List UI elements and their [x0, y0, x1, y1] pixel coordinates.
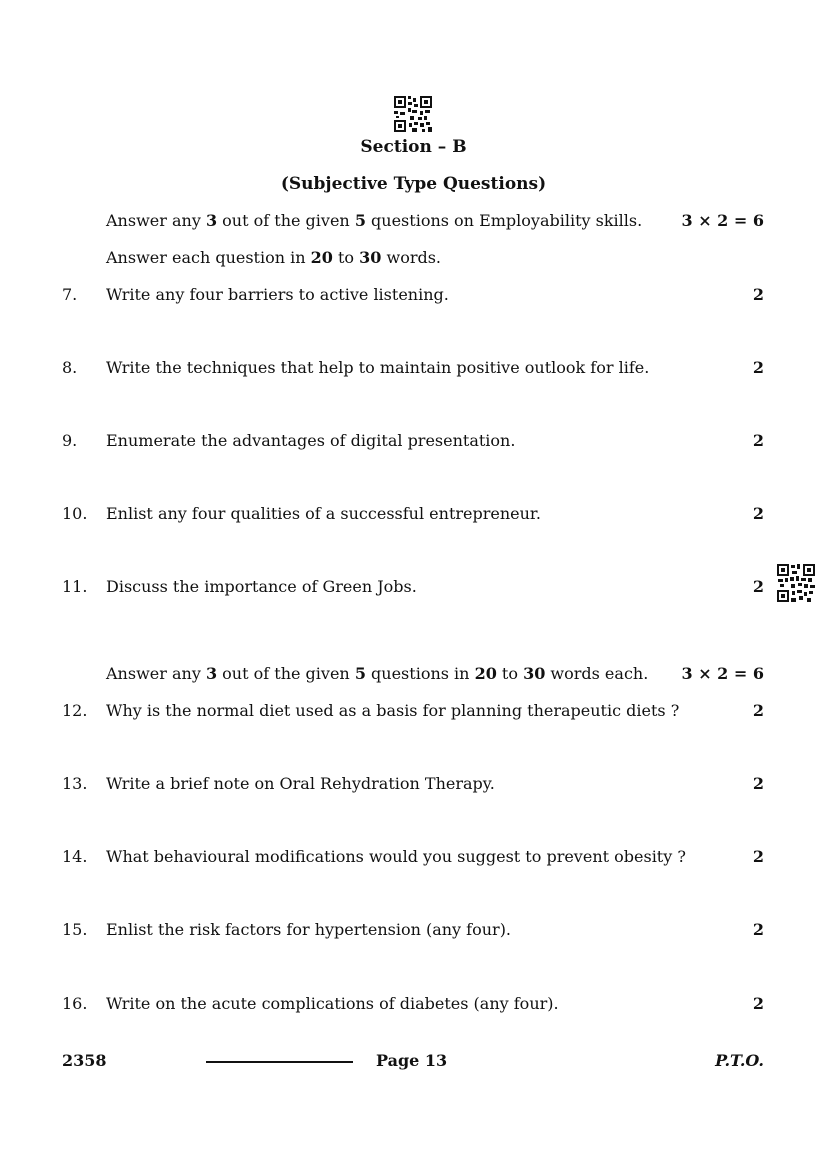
section-subtitle: (Subjective Type Questions)	[280, 174, 547, 194]
question-text: Write on the acute complications of diabetes (any four).	[106, 994, 559, 1013]
question-9	[0, 431, 827, 451]
pto-label: P.T.O.	[715, 1051, 764, 1070]
question-14	[0, 847, 827, 867]
qr-code-top	[394, 96, 432, 132]
question-7	[0, 285, 827, 305]
footer-rule	[206, 1061, 353, 1063]
instruction-marks: 3 × 2 = 6	[681, 211, 764, 230]
question-text: Enlist any four qualities of a successful entrepreneur.	[106, 504, 541, 523]
qr-code-side	[777, 564, 815, 602]
question-13	[0, 774, 827, 794]
page-number: Page 13	[376, 1051, 448, 1070]
paper-code: 2358	[62, 1051, 107, 1070]
instruction-part-b-marks: 3 × 2 = 6	[681, 664, 764, 683]
question-number: 16.	[62, 994, 88, 1013]
question-marks: 2	[752, 358, 764, 377]
question-text: Why is the normal diet used as a basis for planning therapeutic diets ?	[106, 701, 680, 720]
question-text: Write the techniques that help to maintain positive outlook for life.	[106, 358, 650, 377]
question-marks: 2	[752, 774, 764, 793]
question-marks: 2	[752, 504, 764, 523]
question-15	[0, 920, 827, 940]
question-text: Write any four barriers to active listening.	[106, 285, 449, 304]
question-marks: 2	[752, 847, 764, 866]
question-12	[0, 701, 827, 721]
question-text: Discuss the importance of Green Jobs.	[106, 577, 417, 596]
question-number: 13.	[62, 774, 88, 793]
question-10	[0, 504, 827, 524]
question-marks: 2	[752, 577, 764, 596]
question-marks: 2	[752, 701, 764, 720]
question-text: Enumerate the advantages of digital presentation.	[106, 431, 516, 450]
question-number: 10.	[62, 504, 88, 523]
instruction-part-b: Answer any 3 out of the given 5 questions in 20 to 30 words each.	[106, 664, 649, 683]
question-marks: 2	[752, 994, 764, 1013]
section-title: Section – B	[360, 137, 467, 157]
question-text: Write a brief note on Oral Rehydration Therapy.	[106, 774, 495, 793]
instruction-employability: Answer any 3 out of the given 5 questions on Employability skills.	[106, 211, 643, 230]
question-marks: 2	[752, 285, 764, 304]
question-marks: 2	[752, 431, 764, 450]
question-11	[0, 577, 827, 597]
question-number: 14.	[62, 847, 88, 866]
question-number: 9.	[62, 431, 78, 450]
question-text: Enlist the risk factors for hypertension (any four).	[106, 920, 512, 939]
question-text: What behavioural modifications would you suggest to prevent obesity ?	[106, 847, 686, 866]
question-8	[0, 358, 827, 378]
question-number: 7.	[62, 285, 78, 304]
question-marks: 2	[752, 920, 764, 939]
instruction-word-limit: Answer each question in 20 to 30 words.	[106, 248, 442, 267]
question-16	[0, 994, 827, 1014]
question-number: 15.	[62, 920, 88, 939]
question-number: 8.	[62, 358, 78, 377]
question-number: 12.	[62, 701, 88, 720]
question-number: 11.	[62, 577, 88, 596]
